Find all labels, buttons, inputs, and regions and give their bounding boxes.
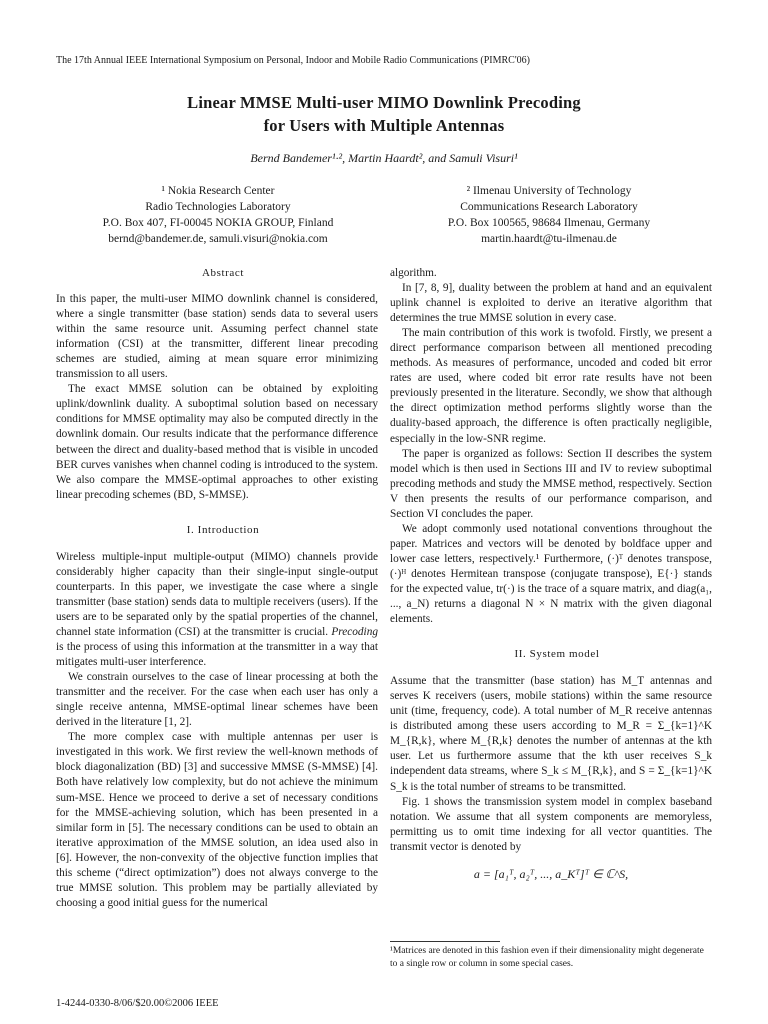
copyright-footer: 1-4244-0330-8/06/$20.00©2006 IEEE (56, 998, 219, 1009)
intro-paragraph: We adopt commonly used notational conventions throughout the paper. Matrices and vectors will be denoted by boldface upper and lower case letters, respectively.¹ Furthermore, (·)ᵀ denotes transpose, (·)ᴴ denotes Hermitean transpose (conjugate transpose), E{·} stands for the expected value, tr(·) is the trace of a square matrix, and diag(a₁, ..., a_N) returns a diagonal N × N matrix with the given diagonal elements. (390, 522, 712, 626)
intro-paragraph: In [7, 8, 9], duality between the problem at hand and an equivalent uplink channel is exploited to derive an iterative algorithm that determines the true MMSE solution in every case. (390, 282, 712, 325)
intro-paragraph: Wireless multiple-input multiple-output (MIMO) channels provide considerably higher capacity than their single-input single-output counterparts. In this paper, we investigate the case where a single transmitter (base station) sends data to multiple receivers (users). If the users are to be separated only by the spatial properties of the channel, channel state information (CSI) at the transmitter is crucial. Precoding is the process of using this information at the transmitter in a way that mitigates multi-user interference. (56, 550, 378, 669)
system-model-paragraph: Assume that the transmitter (base station) has M_T antennas and serves K receivers (users, mobile stations) within the same resource unit (time, frequency, code). A total number of M_R receive antennas is distributed among these users according to M_R = Σ_{k=1}^K M_{R,k}, where M_{R,k} denotes the number of antennas at the kth user. Let us furthermore assume that the kth user receives S_k independent data streams, where S_k ≤ M_{R,k}, and S = Σ_{k=1}^K S_k is the total number of streams to be transmitted. (390, 675, 712, 793)
affiliation-right (386, 183, 712, 247)
footnote: ¹Matrices are denoted in this fashion even if their dimensionality might degenerate to a single row or column in some special cases. (390, 946, 704, 969)
paper-title-line2: for Users with Multiple Antennas (263, 116, 505, 135)
affiliation-right-line: martin.haardt@tu-ilmenau.de (481, 233, 617, 245)
affiliation-right-line: ² Ilmenau University of Technology (466, 185, 632, 197)
paper-title-line1: Linear MMSE Multi-user MIMO Downlink Precoding (187, 93, 581, 112)
abstract-paragraph: The exact MMSE solution can be obtained by exploiting uplink/downlink duality. A suboptimal solution based on necessary conditions for MMSE optimality may also be computed directly in the downlink domain. Our results indicate that the performance difference between the direct and duality-based method that is visible in uncoded BER curves vanishes when channel coding is introduced to the system. We also compare the MMSE-optimal approaches to other existing linear precoding schemes (BD, S-MMSE). (56, 383, 378, 501)
intro-paragraph: The more complex case with multiple antennas per user is investigated in this work. We first review the well-known methods of block diagonalization (BD) [3] and successive MMSE (S-MMSE) [4]. Both have relatively low complexity, but do not achieve the minimum sum-MSE. Hence we proceed to derive a set of necessary conditions for the MMSE-achieving solution, which has been presented in a similar form in [5]. The necessary conditions can be used to obtain an iterative approximation of the MMSE solution, an idea used also in [6]. However, the non-convexity of the objective function implies that this scheme (“direct optimization”) does not always converge to the true MMSE solution. This problem may be partially alleviated by choosing a good initial guess for the numerical (56, 731, 378, 909)
affiliation-right-line: P.O. Box 100565, 98684 Ilmenau, Germany (447, 217, 651, 229)
transmit-vector-equation: a = [a₁ᵀ, a₂ᵀ, ..., a_Kᵀ]ᵀ ∈ ℂ^S, (473, 866, 629, 881)
affiliation-left-line: bernd@bandemer.de, samuli.visuri@nokia.com (108, 233, 328, 245)
footnote-rule (390, 941, 500, 942)
abstract-paragraph: In this paper, the multi-user MIMO downlink channel is considered, where a single transmitter (base station) sends data to several users within the same resource unit. Assuming perfect channel state information (CSI) at the transmitter, different linear precoding schemes are studied, aiming at mean square error minimizing transmission to all users. (56, 293, 378, 381)
author-list: Bernd Bandemer¹·², Martin Haardt², and Samuli Visuri¹ (250, 151, 518, 165)
affiliation-right-line: Communications Research Laboratory (460, 201, 638, 213)
affiliation-left-line: ¹ Nokia Research Center (161, 185, 275, 197)
affiliation-left-line: P.O. Box 407, FI-00045 NOKIA GROUP, Finland (102, 217, 334, 229)
intro-heading: I. Introduction (186, 523, 260, 536)
intro-paragraph: The paper is organized as follows: Section II describes the system model which is then used in Sections III and IV to review suboptimal precoding methods and study the MMSE method, respectively. Section V then presents the results of our performance comparison, and Section VI concludes the paper. (390, 447, 712, 520)
system-model-heading: II. System model (514, 648, 600, 661)
affiliation-left (56, 183, 380, 247)
conference-header: The 17th Annual IEEE International Symposium on Personal, Indoor and Mobile Radio Communications (PIMRC'06) (56, 55, 530, 66)
right-column (390, 266, 712, 892)
intro-paragraph-continued: algorithm. (390, 267, 437, 279)
abstract-heading: Abstract (201, 267, 245, 279)
system-model-paragraph: Fig. 1 shows the transmission system model in complex baseband notation. We assume that all system components are memoryless, permitting us to omit time indexing for all vector quantities. The transmit vector is denoted by (390, 795, 712, 853)
affiliation-left-line: Radio Technologies Laboratory (145, 201, 291, 213)
intro-paragraph: The main contribution of this work is twofold. Firstly, we present a direct performance comparison between all mentioned precoding methods. As measures of performance, uncoded and coded bit error rates are used, where coded bit error rate results have not been previously presented in the literature. Secondly, we show that although the direct optimization method performs slightly worse than the duality-based approach, the difference is often practically negligible, especially in the low-SNR regime. (390, 327, 712, 445)
intro-paragraph: We constrain ourselves to the case of linear processing at both the transmitter and the receiver. For the case when each user has only a single receive antenna, MMSE-optimal linear schemes have been derived in the literature [1, 2]. (56, 671, 378, 729)
left-column (56, 266, 378, 911)
